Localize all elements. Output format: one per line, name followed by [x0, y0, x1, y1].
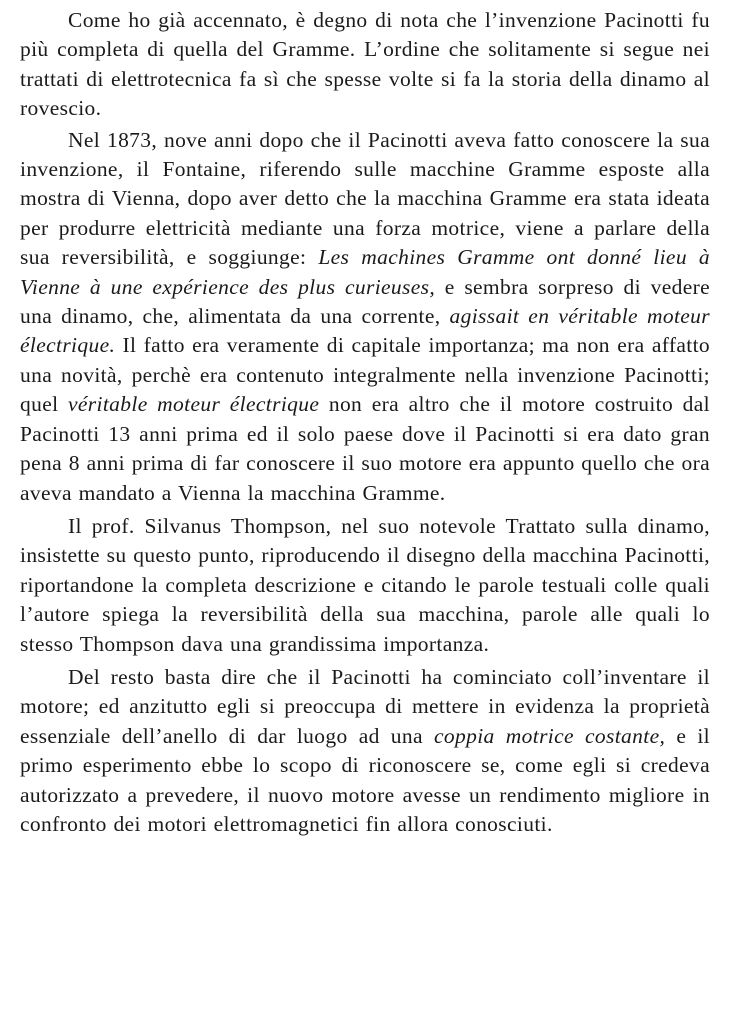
paragraph-4-text-cont: e il primo esperimento ebbe lo scopo di riconoscere se, come egli si credeva autorizzato a prevedere, il nuovo motore avesse un rendimento migliore in confronto dei motori elettromagnetici fin allora conosciuti. — [20, 723, 710, 836]
paragraph-1-text: Come ho già accennato, è degno di nota che l’invenzione Pacinotti fu più completa di quella del Gramme. L’ordine che solitamente si segue nei trattati di elettrotecnica fa sì che spesse volte si fa la storia della dinamo al rovescio. — [20, 8, 710, 121]
paragraph-1 — [20, 6, 710, 124]
paragraph-2-text: Nel 1873, nove anni dopo che il Pacinotti aveva fatto conoscere la sua invenzione, il Fontaine, riferendo sulle macchine Gramme esposte alla mostra di Vienna, dopo aver detto che la macchina Gramme era stata ideata per produrre elettricità mediante una forza motrice, viene a parlare della sua reversibilità, e soggiunge: — [20, 127, 710, 270]
paragraph-2-text-cont-3: non era altro che il motore costruito dal Pacinotti 13 anni prima ed il solo paese dove il Pacinotti si era dato gran pena 8 anni prima di far conoscere il suo motore era appunto quello che ora aveva mandato a Vienna la macchina Gramme. — [20, 392, 710, 505]
italic-phrase: coppia motrice costante, — [434, 723, 666, 748]
paragraph-4-text: Del resto basta dire che il Pacinotti ha cominciato coll’inventare il motore; ed anzitutto egli si preoccupa di mettere in evidenza la proprietà essenziale dell’anello di dar luogo ad una — [20, 664, 710, 748]
paragraph-3-text: Il prof. Silvanus Thompson, nel suo notevole Trattato sulla dinamo, insistette su questo punto, riproducendo il disegno della macchina Pacinotti, riportandone la completa descrizione e citando le parole testuali colle quali l’autore spiega la reversibilità della sua macchina, parole alle quali lo stesso Thompson dava una grandissima importanza. — [20, 513, 710, 656]
french-quote-2: agissait en véritable moteur électrique. — [20, 304, 710, 358]
paragraph-2-text-cont-1: e sembra sorpreso di vedere una dinamo, che, alimentata da una corrente, — [20, 274, 710, 329]
paragraph-2-text-cont-2: Il fatto era veramente di capitale importanza; ma non era affatto una novità, perchè era contenuto integralmente nella invenzione Pacinotti; quel — [20, 333, 710, 417]
paragraph-2 — [20, 126, 710, 508]
french-quote-3: véritable moteur électrique — [68, 392, 320, 417]
paragraph-4 — [20, 663, 710, 839]
paragraph-3 — [20, 512, 710, 659]
french-quote-1: Les machines Gramme ont donné lieu à Vienne à une expérience des plus curieuses, — [20, 245, 710, 299]
